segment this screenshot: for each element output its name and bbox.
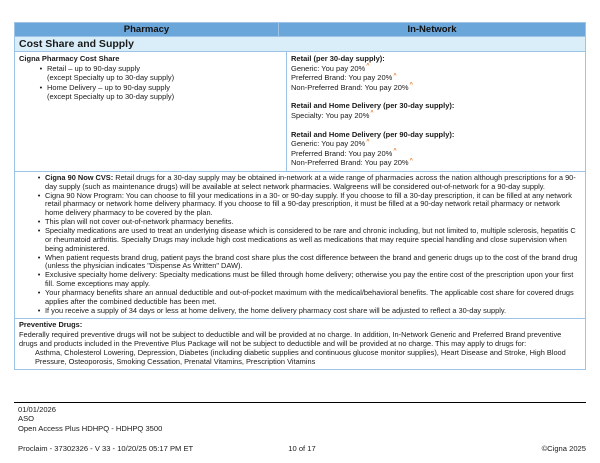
note-text: Cigna 90 Now Program: You can choose to fill your medications in a 30- or 90-day supply. If you choose to fill a 30-day prescription, it can be filled at any network retail pharmacy or network home delivery pharmacy. If you choose to fill a 90-day prescription, it must be filled at a 90-day network retail pharmacy or network home delivery pharmacy to be covered by the plan. bbox=[45, 190, 572, 218]
footnote-marker: ^ bbox=[370, 110, 374, 117]
column-header-pharmacy bbox=[15, 23, 279, 36]
cost-line: Specialty: You pay 20%^ bbox=[291, 110, 374, 120]
group-heading: Retail (per 30-day supply): bbox=[291, 54, 385, 63]
pharmacy-notes-cell bbox=[15, 172, 585, 319]
plan-name: Open Access Plus HDHPQ - HDHPQ 3500 bbox=[18, 423, 163, 433]
preventive-drugs-body: Federally required preventive drugs will not be subject to deductible and will be provided at no charge. In addition, In-Network Generic and Preferred Brand preventive drugs and products included in the Preventive Plus Package will not be subject to deductible and will be provided at no charge. This may apply to drugs for: bbox=[19, 329, 562, 348]
funding-type: ASO bbox=[18, 414, 35, 424]
bullet-icon: • bbox=[37, 252, 41, 262]
retail-supply-text: Retail – up to 90-day supply bbox=[47, 63, 140, 73]
effective-date: 01/01/2026 bbox=[18, 405, 57, 414]
footnote-marker: ^ bbox=[409, 157, 413, 164]
proclaim-system-line: Proclaim - 37302326 - V 33 - 10/20/25 05:17 PM ET bbox=[18, 443, 194, 453]
column-header-in-network-label: In-Network bbox=[407, 24, 457, 35]
note-item bbox=[15, 289, 581, 307]
bullet-icon: • bbox=[37, 287, 41, 297]
note-text: Exclusive specialty home delivery: Specialty medications must be filled through home delivery; otherwise you pay the entire cost of the prescription upon your first fill. Some exceptions may apply. bbox=[45, 270, 574, 289]
preventive-drugs-cell bbox=[15, 319, 585, 369]
retail-home-delivery-30-day-group bbox=[291, 101, 581, 120]
footnote-marker: ^ bbox=[409, 82, 413, 89]
table-column-header-row bbox=[15, 23, 585, 37]
preventive-drugs-row bbox=[15, 319, 585, 369]
note-item bbox=[15, 174, 581, 192]
note-item bbox=[15, 271, 581, 289]
footnote-marker: ^ bbox=[366, 63, 370, 70]
bullet-icon: • bbox=[37, 190, 41, 200]
cigna-pharmacy-cost-share-title: Cigna Pharmacy Cost Share bbox=[19, 54, 120, 63]
section-title-cost-share-and-supply: Cost Share and Supply bbox=[15, 37, 585, 52]
pharmacy-notes-row bbox=[15, 172, 585, 320]
column-header-pharmacy-label: Pharmacy bbox=[123, 24, 170, 35]
copyright-notice: ©Cigna 2025 bbox=[541, 443, 587, 453]
retail-supply-note: (except Specialty up to 30-day supply) bbox=[47, 73, 175, 83]
home-delivery-supply-note: (except Specialty up to 30-day supply) bbox=[47, 92, 175, 102]
list-item bbox=[19, 83, 282, 102]
cost-line: Non-Preferred Brand: You pay 20%^ bbox=[291, 157, 413, 168]
note-lead: Cigna 90 Now CVS: bbox=[45, 172, 114, 182]
cost-line: Generic: You pay 20%^ bbox=[291, 138, 370, 149]
home-delivery-supply-text: Home Delivery – up to 90-day supply bbox=[47, 82, 170, 92]
note-text: This plan will not cover out-of-network pharmacy benefits. bbox=[45, 217, 234, 227]
note-item bbox=[15, 227, 581, 254]
footer-divider bbox=[14, 402, 586, 403]
note-item bbox=[15, 307, 581, 316]
bullet-icon: • bbox=[37, 305, 41, 315]
bullet-icon: • bbox=[39, 63, 43, 73]
note-item bbox=[15, 192, 581, 219]
cost-line: Generic: You pay 20%^ bbox=[291, 63, 370, 73]
note-text: Retail drugs for a 30-day supply may be obtained in-network at a wide range of pharmacies across the nation although prescriptions for a 90-day supply (such as maintenance drugs) will be available at select network pharmacies. Walgreens will be considered out-of-network for a 90-day supply. bbox=[45, 172, 576, 191]
cost-line: Preferred Brand: You pay 20%^ bbox=[291, 148, 397, 158]
footnote-marker: ^ bbox=[393, 72, 397, 79]
note-text: If you receive a supply of 34 days or less at home delivery, the home delivery pharmacy cost share will be adjusted to reflect a 30-day supply. bbox=[45, 305, 507, 315]
column-header-in-network bbox=[279, 23, 585, 36]
page-number: 10 of 17 bbox=[288, 443, 316, 453]
cost-share-right-cell bbox=[287, 52, 585, 171]
footnote-marker: ^ bbox=[366, 138, 370, 145]
note-text: When patient requests brand drug, patient pays the brand cost share plus the cost difference between the brand and generic drugs up to the cost of the brand drug (unless the physician indicates "Dispense As Written" DAW). bbox=[45, 252, 578, 271]
retail-home-delivery-90-day-group bbox=[291, 130, 581, 168]
list-item bbox=[19, 64, 282, 83]
group-heading: Retail and Home Delivery (per 30-day supply): bbox=[291, 101, 455, 111]
bullet-icon: • bbox=[37, 172, 41, 182]
preventive-drugs-title: Preventive Drugs: bbox=[19, 320, 83, 330]
group-heading: Retail and Home Delivery (per 90-day supply): bbox=[291, 129, 455, 139]
benefit-summary-page bbox=[14, 22, 586, 370]
cost-line: Preferred Brand: You pay 20%^ bbox=[291, 72, 397, 83]
preventive-drug-list: Asthma, Cholesterol Lowering, Depression, Diabetes (including diabetic supplies and continuous glucose monitor supplies), Heart Disease and Stroke, High Blood Pressure, Osteoporosis, Smoking Cessation, Prenatal Vitamins, Prescription Vitamins bbox=[35, 348, 566, 367]
bullet-icon: • bbox=[37, 217, 41, 227]
bullet-icon: • bbox=[37, 226, 41, 235]
note-item bbox=[15, 254, 581, 272]
cost-share-row bbox=[15, 52, 585, 172]
retail-30-day-group bbox=[291, 54, 581, 92]
page-footer bbox=[14, 402, 586, 453]
pharmacy-benefit-table bbox=[14, 22, 586, 370]
bullet-icon: • bbox=[37, 270, 41, 280]
bullet-icon: • bbox=[39, 82, 43, 92]
note-text: Specialty medications are used to treat an underlying disease which is considered to be rare and chronic including, but not limited to, multiple sclerosis, hepatitis C or rheumatoid arthritis. Specialty Drugs may include high cost medications as well as medications that may require special handling and close supervision when being administered. bbox=[45, 226, 576, 253]
cost-share-left-cell bbox=[15, 52, 287, 171]
footer-bottom-row bbox=[14, 444, 586, 453]
note-text: Your pharmacy benefits share an annual deductible and out-of-pocket maximum with the medical/behavioral benefits. The applicable cost share for covered drugs applies after the combined deductible has been met. bbox=[45, 287, 574, 306]
footnote-marker: ^ bbox=[393, 148, 397, 155]
cost-line: Non-Preferred Brand: You pay 20%^ bbox=[291, 82, 413, 92]
